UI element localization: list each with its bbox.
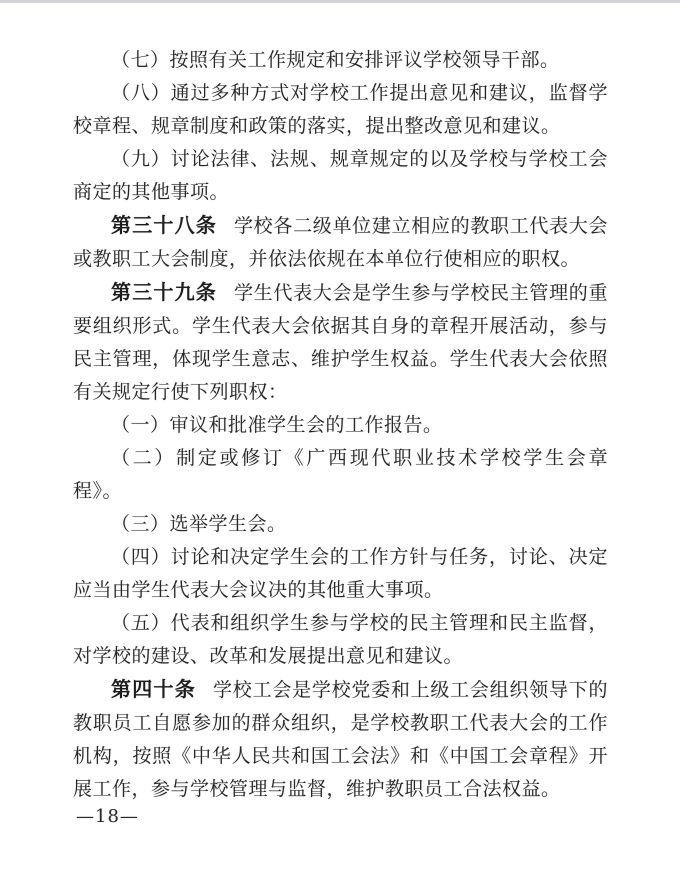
paragraph-item-1	[73, 409, 608, 442]
paragraph-text: （四）讨论和决定学生会的工作方针与任务，讨论、决定应当由学生代表大会议决的其他重大事项。	[73, 546, 608, 601]
paragraph-text: （九）讨论法律、法规、规章规定的以及学校与学校工会商定的其他事项。	[73, 148, 608, 203]
paragraph-item-3	[73, 508, 608, 541]
paragraph-article-40	[73, 673, 608, 806]
paragraph-item-9	[73, 143, 608, 209]
paragraph-text: （二）制定或修订《广西现代职业技术学校学生会章程》。	[73, 447, 608, 502]
paragraph-text: （七）按照有关工作规定和安排评议学校领导干部。	[111, 49, 560, 71]
scan-edge-strip	[0, 0, 680, 3]
paragraph-item-5	[73, 607, 608, 673]
paragraph-item-4	[73, 541, 608, 607]
article-number: 第三十九条	[111, 280, 217, 304]
paragraph-article-39	[73, 276, 608, 409]
paragraph-text: （五）代表和组织学生参与学校的民主管理和民主监督，对学校的建设、改革和发展提出意见和建议。	[73, 612, 608, 667]
paragraph-text: 学校各二级单位建立相应的教职工代表大会或教职工大会制度，并依法依规在本单位行使相应的职权。	[73, 215, 608, 270]
paragraph-item-8	[73, 77, 608, 143]
article-number: 第三十八条	[111, 213, 217, 237]
paragraph-text: （一）审议和批准学生会的工作报告。	[111, 414, 443, 436]
paragraph-item-2	[73, 442, 608, 508]
paragraph-text: 学生代表大会是学生参与学校民主管理的重要组织形式。学生代表大会依据其自身的章程开展活动，参与民主管理，体现学生意志、维护学生权益。学生代表大会依照有关规定行使下列职权：	[73, 282, 608, 403]
paragraph-text: 学校工会是学校党委和上级工会组织领导下的教职员工自愿参加的群众组织，是学校教职工代表大会的工作机构，按照《中华人民共和国工会法》和《中国工会章程》开展工作，参与学校管理与监督，维护教职员工合法权益。	[73, 679, 608, 800]
document-body	[73, 44, 608, 806]
paragraph-item-7	[73, 44, 608, 77]
paragraph-text: （八）通过多种方式对学校工作提出意见和建议，监督学校章程、规章制度和政策的落实，提出整改意见和建议。	[73, 82, 608, 137]
page-number: —18—	[76, 806, 139, 827]
paragraph-article-38	[73, 209, 608, 276]
paragraph-text: （三）选举学生会。	[111, 513, 287, 535]
article-number: 第四十条	[111, 677, 197, 701]
